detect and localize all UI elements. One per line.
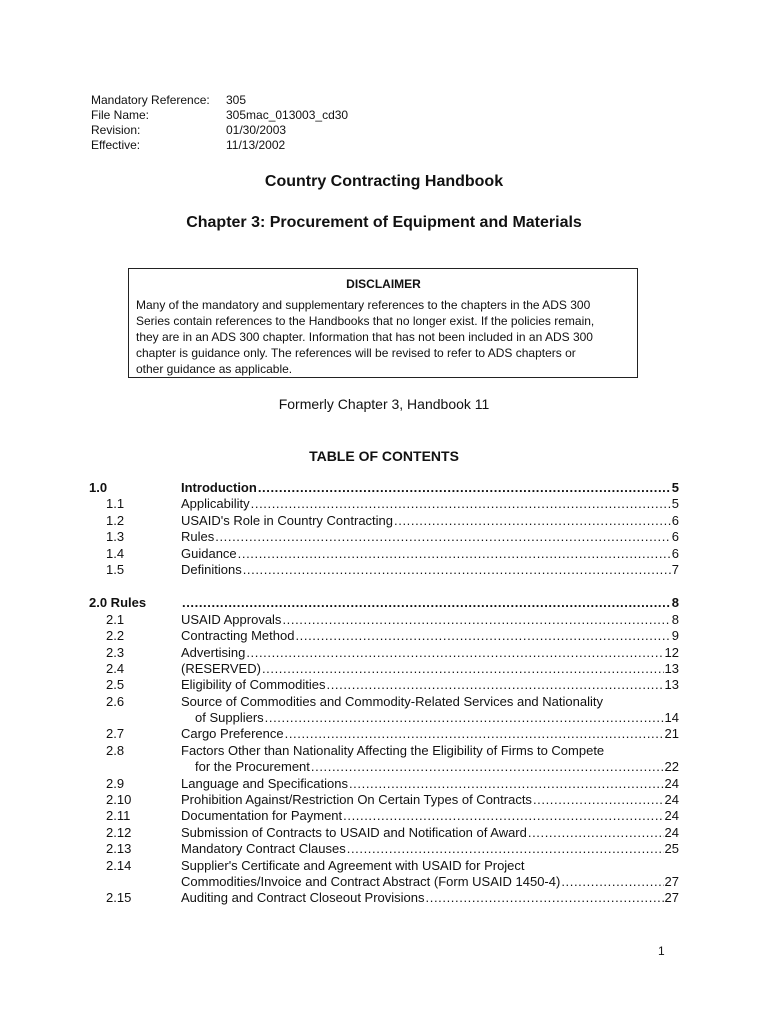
- toc-page-number: 7: [671, 561, 679, 577]
- meta-row: [91, 108, 348, 123]
- page-number: 1: [658, 944, 665, 958]
- toc-leader-dots: [285, 726, 664, 742]
- toc-row: [0, 513, 768, 529]
- toc-row: [0, 595, 768, 611]
- meta-value: 01/30/2003: [226, 123, 287, 137]
- toc-entry-text: (RESERVED): [181, 660, 261, 676]
- toc-number: 2.7: [106, 726, 125, 742]
- toc-row: [0, 661, 768, 677]
- toc-entry: [181, 841, 679, 857]
- toc-number: 2.11: [106, 808, 131, 824]
- disclaimer-text: [136, 297, 631, 377]
- toc-row: [0, 792, 768, 808]
- toc-number: 2.15: [106, 890, 132, 906]
- toc-entry: [181, 890, 679, 906]
- meta-value: 305mac_013003_cd30: [226, 108, 349, 122]
- toc-number: 2.3: [106, 644, 125, 660]
- toc-row: [0, 645, 768, 661]
- toc-entry-text: Language and Specifications: [181, 775, 348, 791]
- document-metadata: [91, 93, 348, 153]
- chapter-title: Chapter 3: Procurement of Equipment and Materials: [186, 214, 582, 231]
- toc-page-number: 25: [664, 841, 679, 857]
- toc-number: 1.3: [106, 529, 125, 545]
- toc-leader-dots: [262, 661, 664, 677]
- toc-entry-text: Introduction: [181, 480, 257, 495]
- toc-page-number: 13: [664, 660, 679, 676]
- toc-entry-text: Applicability: [181, 496, 250, 512]
- toc-number: 2.6: [106, 693, 125, 709]
- toc-entry: [181, 825, 679, 841]
- toc-entry: [181, 808, 679, 824]
- toc-row: [0, 776, 768, 792]
- toc-number: 2.8: [106, 742, 125, 758]
- toc-row: [0, 694, 768, 710]
- toc-leader-dots: [426, 890, 664, 906]
- toc-row: [0, 841, 768, 857]
- toc-leader-dots: [295, 628, 670, 644]
- formerly-note: Formerly Chapter 3, Handbook 11: [278, 396, 490, 412]
- toc-leader-dots: [251, 496, 671, 512]
- toc-number: 2.2: [106, 628, 125, 644]
- toc-row: [0, 529, 768, 545]
- disclaimer-line: they are in an ADS 300 chapter. Information that has not been included in an ADS 300: [136, 330, 593, 344]
- toc-page-number: 22: [664, 759, 679, 775]
- toc-leader-dots: [347, 841, 664, 857]
- handbook-title: Country Contracting Handbook: [264, 173, 504, 190]
- meta-value: 11/13/2002: [226, 138, 286, 152]
- toc-page-number: 24: [664, 792, 679, 808]
- toc-leader-dots: [243, 562, 671, 578]
- toc-row: [0, 480, 768, 496]
- toc-row: [0, 546, 768, 562]
- toc-page-number: 14: [664, 710, 679, 726]
- toc-row: [0, 710, 768, 726]
- toc-number: 2.13: [106, 841, 132, 857]
- toc-heading: TABLE OF CONTENTS: [309, 448, 459, 464]
- toc-number: 1.0: [89, 480, 108, 495]
- toc-page-number: 27: [664, 873, 679, 889]
- disclaimer-line: other guidance as applicable.: [136, 362, 293, 376]
- toc-entry: [181, 480, 679, 496]
- toc-row: [0, 562, 768, 578]
- toc-entry: [181, 496, 679, 512]
- toc-entry: [181, 562, 679, 578]
- toc-entry: [181, 628, 679, 644]
- toc-page-number: 12: [664, 644, 679, 660]
- toc-row: [0, 496, 768, 512]
- toc-entry-text: Rules: [181, 529, 215, 545]
- toc-leader-dots: [258, 480, 671, 496]
- toc-entry-text: for the Procurement: [195, 759, 310, 775]
- toc-leader-dots: [265, 710, 664, 726]
- toc-entry-text: USAID's Role in Country Contracting: [181, 512, 394, 528]
- toc-leader-dots: [246, 645, 663, 661]
- toc-entry: [181, 595, 679, 611]
- disclaimer-line: Many of the mandatory and supplementary references to the chapters in the ADS 300: [136, 298, 591, 312]
- meta-label: Revision:: [91, 123, 141, 137]
- toc-leader-dots: [182, 595, 671, 611]
- toc-entry: [181, 677, 679, 693]
- toc-page-number: 24: [664, 775, 679, 791]
- toc-entry-text: Source of Commodities and Commodity-Related Services and Nationality: [181, 693, 603, 709]
- toc-page-number: 6: [671, 529, 679, 545]
- toc-entry-text: Prohibition Against/Restriction On Certain Types of Contracts: [181, 792, 532, 808]
- toc-page-number: 8: [671, 611, 679, 627]
- toc-entry-text: Supplier's Certificate and Agreement with USAID for Project: [181, 857, 525, 873]
- meta-value: 305: [226, 93, 247, 107]
- toc-row: [0, 890, 768, 906]
- toc-entry-text: Cargo Preference: [181, 726, 284, 742]
- disclaimer-box: [128, 268, 638, 378]
- toc-page-number: 24: [664, 824, 679, 840]
- toc-leader-dots: [349, 776, 664, 792]
- toc-entry: [181, 513, 679, 529]
- toc-leader-dots: [282, 612, 670, 628]
- toc-entry: [195, 759, 679, 775]
- toc-leader-dots: [533, 792, 664, 808]
- toc-row: [0, 743, 768, 759]
- toc-number: 1.1: [106, 496, 125, 512]
- toc-row: [0, 808, 768, 824]
- toc-entry-text: Auditing and Contract Closeout Provisions: [181, 890, 425, 906]
- meta-row: [91, 138, 348, 153]
- toc-number: 2.14: [106, 857, 132, 873]
- toc-entry-text: Commodities/Invoice and Contract Abstract (Form USAID 1450-4): [181, 873, 561, 889]
- toc-leader-dots: [311, 759, 664, 775]
- meta-label: Effective:: [91, 138, 141, 152]
- toc-page-number: 5: [671, 480, 679, 495]
- toc-row: [0, 677, 768, 693]
- meta-label: File Name:: [91, 108, 150, 122]
- toc-entry-text: Guidance: [181, 545, 237, 561]
- toc-leader-dots: [238, 546, 671, 562]
- toc-page-number: 6: [671, 512, 679, 528]
- toc-row: [0, 612, 768, 628]
- toc-page-number: 5: [671, 496, 679, 512]
- toc-row: [0, 726, 768, 742]
- toc-entry-text: USAID Approvals: [181, 611, 282, 627]
- toc-page-number: 6: [671, 545, 679, 561]
- toc-entry-text: Advertising: [181, 644, 246, 660]
- toc-leader-dots: [343, 808, 663, 824]
- toc-entry: [181, 529, 679, 545]
- toc-entry: [181, 874, 679, 890]
- toc-entry: [181, 792, 679, 808]
- toc-entry-text: Documentation for Payment: [181, 808, 343, 824]
- toc-row: [0, 858, 768, 874]
- toc-entry-text: Factors Other than Nationality Affecting the Eligibility of Firms to Compete: [181, 742, 605, 758]
- toc-number: 1.2: [106, 512, 125, 528]
- toc-entry-text: Definitions: [181, 561, 242, 577]
- toc-number: 2.12: [106, 824, 132, 840]
- toc-number: 1.5: [106, 561, 125, 577]
- toc-row: [0, 628, 768, 644]
- toc-leader-dots: [394, 513, 671, 529]
- toc-entry-text: Eligibility of Commodities: [181, 677, 326, 693]
- toc-leader-dots: [215, 529, 671, 545]
- toc-number: 2.1: [106, 611, 125, 627]
- toc-page-number: 8: [671, 595, 679, 611]
- toc-entry-text: Contracting Method: [181, 628, 295, 644]
- disclaimer-line: Series contain references to the Handbooks that no longer exist. If the policies remain,: [136, 314, 595, 328]
- toc-row: [0, 874, 768, 890]
- toc-page-number: 27: [664, 890, 679, 906]
- toc-entry-text: of Suppliers: [195, 710, 264, 726]
- toc-entry: [181, 612, 679, 628]
- toc-entry-text: Submission of Contracts to USAID and Notification of Award: [181, 824, 527, 840]
- toc-leader-dots: [528, 825, 664, 841]
- toc-number: 2.0 Rules: [89, 595, 147, 611]
- toc-page-number: 13: [664, 677, 679, 693]
- meta-row: [91, 123, 348, 138]
- meta-label: Mandatory Reference:: [91, 93, 210, 107]
- toc-entry: [181, 661, 679, 677]
- meta-row: [91, 93, 348, 108]
- toc-entry: [181, 546, 679, 562]
- toc-entry: [181, 645, 679, 661]
- toc-entry: [181, 776, 679, 792]
- toc-row: [0, 759, 768, 775]
- toc-number: 2.5: [106, 677, 125, 693]
- toc-leader-dots: [561, 874, 663, 890]
- toc-row: [0, 825, 768, 841]
- toc-number: 2.9: [106, 775, 125, 791]
- toc-page-number: 24: [664, 808, 679, 824]
- toc-entry: [181, 726, 679, 742]
- table-of-contents: [0, 480, 768, 907]
- toc-leader-dots: [327, 677, 664, 693]
- toc-number: 2.4: [106, 660, 125, 676]
- toc-entry-text: Mandatory Contract Clauses: [181, 841, 346, 857]
- toc-page-number: 21: [664, 726, 679, 742]
- toc-entry: [195, 710, 679, 726]
- disclaimer-heading: DISCLAIMER: [346, 277, 421, 291]
- toc-number: 1.4: [106, 545, 125, 561]
- toc-number: 2.10: [106, 792, 132, 808]
- disclaimer-line: chapter is guidance only. The references will be revised to refer to ADS chapters or: [136, 346, 576, 360]
- toc-page-number: 9: [671, 628, 679, 644]
